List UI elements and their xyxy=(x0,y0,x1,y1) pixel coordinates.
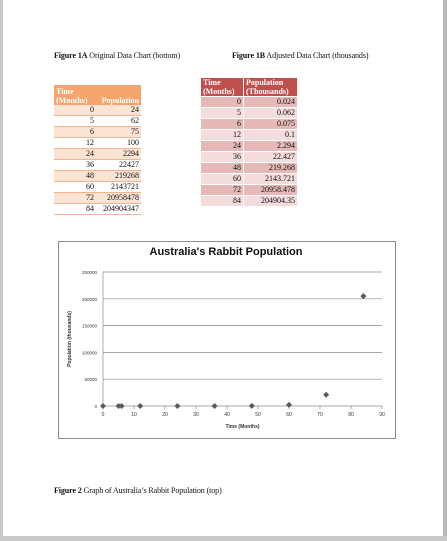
x-tick-label: 50 xyxy=(255,412,261,418)
data-point xyxy=(286,402,292,408)
y-tick-label: 0 xyxy=(94,404,97,409)
t1a-population-cell: 2294 xyxy=(96,149,141,160)
t1b-row xyxy=(201,152,298,163)
t1b-population-cell: 0.062 xyxy=(244,108,298,119)
original-data-table xyxy=(54,85,141,215)
x-tick-label: 0 xyxy=(101,412,105,418)
t1b-header-population: Population (Thousands) xyxy=(244,78,298,97)
y-tick-label: 100000 xyxy=(81,350,97,356)
t1a-population-cell: 62 xyxy=(96,116,141,127)
t1b-row xyxy=(201,130,298,141)
t1a-row xyxy=(54,138,141,149)
t1a-population-cell: 22427 xyxy=(96,160,141,171)
t1b-population-cell: 0.075 xyxy=(244,119,298,130)
t1a-population-cell: 219268 xyxy=(96,171,141,182)
t1b-time-cell: 36 xyxy=(201,152,244,163)
t1b-population-cell: 2.294 xyxy=(244,141,298,152)
y-tick-label: 50000 xyxy=(84,377,97,383)
t1a-time-cell: 60 xyxy=(54,182,96,193)
t1b-row xyxy=(201,163,298,174)
data-point xyxy=(323,392,329,398)
t1b-population-cell: 20958.478 xyxy=(244,185,298,196)
t1a-population-cell: 100 xyxy=(96,138,141,149)
chart-title: Australia's Rabbit Population xyxy=(149,246,303,258)
t1a-population-cell: 24 xyxy=(96,105,141,116)
t1b-row xyxy=(201,119,298,130)
t1b-time-cell: 12 xyxy=(201,130,244,141)
t1a-time-cell: 48 xyxy=(54,171,96,182)
x-tick-label: 10 xyxy=(131,412,137,418)
fig1a-label: Figure 1A xyxy=(54,51,88,60)
t1b-row xyxy=(201,174,298,185)
data-point xyxy=(360,293,366,299)
t1a-row xyxy=(54,116,141,127)
t1a-time-cell: 6 xyxy=(54,127,96,138)
t1b-time-cell: 84 xyxy=(201,196,244,207)
t1a-time-cell: 12 xyxy=(54,138,96,149)
t1b-time-cell: 72 xyxy=(201,185,244,196)
t1b-time-cell: 5 xyxy=(201,108,244,119)
page-edge-right xyxy=(443,0,447,541)
data-point xyxy=(174,403,180,409)
t1b-population-cell: 0.1 xyxy=(244,130,298,141)
t1b-row xyxy=(201,97,298,108)
y-axis-title: Population (thousands) xyxy=(67,311,73,367)
t1b-population-cell: 0.024 xyxy=(244,97,298,108)
t1b-row xyxy=(201,108,298,119)
x-tick-label: 80 xyxy=(348,412,354,418)
fig1a-caption xyxy=(54,51,180,60)
t1b-time-cell: 24 xyxy=(201,141,244,152)
t1b-time-cell: 48 xyxy=(201,163,244,174)
t1b-header-time: Time (Months) xyxy=(201,78,244,97)
data-point xyxy=(137,403,143,409)
t1a-row xyxy=(54,204,141,215)
t1a-time-cell: 24 xyxy=(54,149,96,160)
fig1b-caption xyxy=(232,51,368,60)
t1b-time-cell: 0 xyxy=(201,97,244,108)
t1b-row xyxy=(201,196,298,207)
t1a-population-cell: 204904347 xyxy=(96,204,141,215)
t1a-row xyxy=(54,127,141,138)
x-tick-label: 90 xyxy=(379,412,385,418)
scatter-chart xyxy=(58,241,394,437)
page-edge-left xyxy=(0,0,3,541)
t1b-population-cell: 219.268 xyxy=(244,163,298,174)
x-axis-title: Time (Months) xyxy=(225,424,260,430)
y-tick-label: 250000 xyxy=(81,270,97,275)
data-point xyxy=(249,403,255,409)
t1b-row xyxy=(201,141,298,152)
fig2-caption xyxy=(54,486,222,495)
data-point xyxy=(212,403,218,409)
t1a-row xyxy=(54,160,141,171)
page-edge-bottom xyxy=(0,536,447,541)
t1a-row xyxy=(54,149,141,160)
x-tick-label: 20 xyxy=(162,412,168,418)
t1a-population-cell: 20958478 xyxy=(96,193,141,204)
t1b-time-cell: 60 xyxy=(201,174,244,185)
adjusted-data-table xyxy=(200,77,298,207)
t1a-row xyxy=(54,171,141,182)
t1b-population-cell: 22.427 xyxy=(244,152,298,163)
t1b-row xyxy=(201,185,298,196)
t1a-population-cell: 75 xyxy=(96,127,141,138)
t1b-time-cell: 6 xyxy=(201,119,244,130)
x-tick-label: 70 xyxy=(317,412,323,418)
y-tick-label: 150000 xyxy=(81,323,97,329)
t1b-population-cell: 2143.721 xyxy=(244,174,298,185)
fig1b-label: Figure 1B xyxy=(232,51,265,60)
t1a-row xyxy=(54,182,141,193)
x-tick-label: 30 xyxy=(193,412,199,418)
x-tick-label: 60 xyxy=(286,412,292,418)
fig1a-text: Original Data Chart (bottom) xyxy=(87,51,181,60)
t1a-time-cell: 84 xyxy=(54,204,96,215)
t1a-time-cell: 36 xyxy=(54,160,96,171)
fig1b-text: Adjusted Data Chart (thousands) xyxy=(264,51,369,60)
t1a-header-population: Population xyxy=(96,85,141,105)
fig2-text: Graph of Australia’s Rabbit Population (top) xyxy=(81,486,222,495)
t1a-population-cell: 2143721 xyxy=(96,182,141,193)
t1a-time-cell: 0 xyxy=(54,105,96,116)
t1a-time-cell: 5 xyxy=(54,116,96,127)
t1a-row xyxy=(54,193,141,204)
t1a-time-cell: 72 xyxy=(54,193,96,204)
x-tick-label: 40 xyxy=(224,412,230,418)
fig2-label: Figure 2 xyxy=(54,486,82,495)
t1a-row xyxy=(54,105,141,116)
t1a-header-time: Time (Months) xyxy=(54,85,96,105)
data-point xyxy=(119,403,125,409)
data-point xyxy=(100,403,106,409)
y-tick-label: 200000 xyxy=(81,296,97,302)
t1b-population-cell: 204904.35 xyxy=(244,196,298,207)
